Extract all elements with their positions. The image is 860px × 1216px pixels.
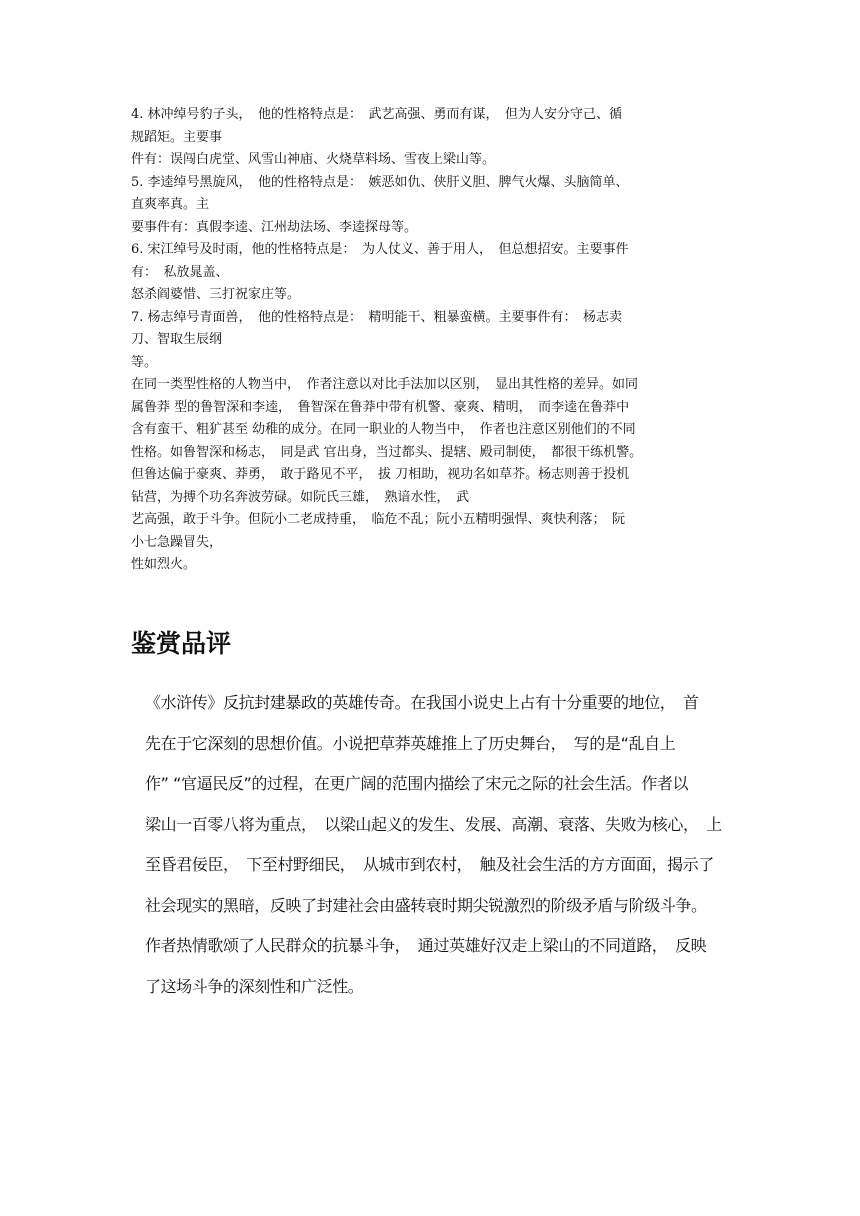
text-line: 规蹈矩。主要事: [131, 129, 223, 145]
text-line: 要事件有：真假李逵、江州劫法场、李逵探母等。: [131, 219, 418, 235]
text-line: 怒杀阎婆惜、三打祝家庄等。: [131, 287, 301, 302]
appreciation-text: [145, 683, 741, 1007]
text-line: 性如烈火。: [131, 557, 197, 572]
text-line: 含有蛮干、粗犷甚至 幼稚的成分。在同一职业的人物当中， 作者也注意区别他们的不同: [131, 422, 636, 437]
text-line: 作者热情歌颂了人民群众的抗暴斗争， 通过英雄好汉走上梁山的不同道路， 反映: [145, 936, 707, 955]
text-line: 性格。如鲁智深和杨志， 同是武 官出身，当过都头、提辖、殿司制使， 都很干练机警。: [131, 444, 643, 460]
text-line: 作” “官逼民反”的过程，在更广阔的范围内描绘了宋元之际的社会生活。作者以: [145, 774, 689, 793]
character-analysis-text: [131, 104, 731, 577]
text-line: 6. 宋江绰号及时雨，他的性格特点是： 为人仗义、善于用人， 但总想招安。主要事件: [131, 242, 629, 257]
text-line: 件有：误闯白虎堂、风雪山神庙、火烧草料场、雪夜上梁山等。: [131, 152, 496, 167]
text-line: 小七急躁冒失，: [131, 534, 223, 550]
text-line: 梁山一百零八将为重点， 以梁山起义的发生、发展、高潮、衰落、失败为核心， 上: [145, 814, 722, 834]
text-line: 至昏君佞臣， 下至村野细民， 从城市到农村， 触及社会生活的方方面面，揭示了: [145, 855, 714, 874]
text-line: 先在于它深刻的思想价值。小说把草莽英雄推上了历史舞台， 写的是“乱自上: [145, 733, 676, 753]
section-heading: 鉴赏品评: [131, 629, 232, 658]
text-line: 钻营，为搏个功名奔波劳碌。如阮氏三雄， 熟谙水性， 武: [131, 489, 470, 505]
text-line: 了这场斗争的深刻性和广泛性。: [145, 976, 364, 996]
text-line: 但鲁达偏于豪爽、莽勇， 敢于路见不平， 拔 刀相助，视功名如草芥。杨志则善于投机: [131, 467, 630, 482]
text-line: 直爽率真。主: [131, 197, 210, 212]
text-line: 4. 林冲绰号豹子头， 他的性格特点是： 武艺高强、勇而有谋， 但为人安分守己、循: [131, 107, 623, 122]
text-line: 7. 杨志绰号青面兽， 他的性格特点是： 精明能干、粗暴蛮横。主要事件有： 杨志卖: [131, 309, 623, 325]
text-line: 刀、智取生辰纲: [131, 332, 223, 347]
text-line: 5. 李逵绰号黑旋风， 他的性格特点是： 嫉恶如仇、侠肝义胆、脾气火爆、头脑简单、: [131, 174, 629, 190]
text-line: 在同一类型性格的人物当中， 作者注意以对比手法加以区别， 显出其性格的差异。如同: [131, 377, 639, 392]
text-line: 社会现实的黑暗，反映了封建社会由盛转衰时期尖锐激烈的阶级矛盾与阶级斗争。: [145, 895, 707, 915]
text-line: 等。: [131, 354, 158, 370]
text-line: 属鲁莽 型的鲁智深和李逵， 鲁智深在鲁莽中带有机警、豪爽、精明， 而李逵在鲁莽中: [131, 399, 630, 415]
text-line: 有： 私放晁盖、: [131, 264, 229, 280]
text-line: 艺高强，敢于斗争。但阮小二老成持重， 临危不乱；阮小五精明强悍、爽快利落； 阮: [131, 512, 626, 527]
text-line: 《水浒传》反抗封建暴政的英雄传奇。在我国小说史上占有十分重要的地位， 首: [145, 693, 699, 712]
